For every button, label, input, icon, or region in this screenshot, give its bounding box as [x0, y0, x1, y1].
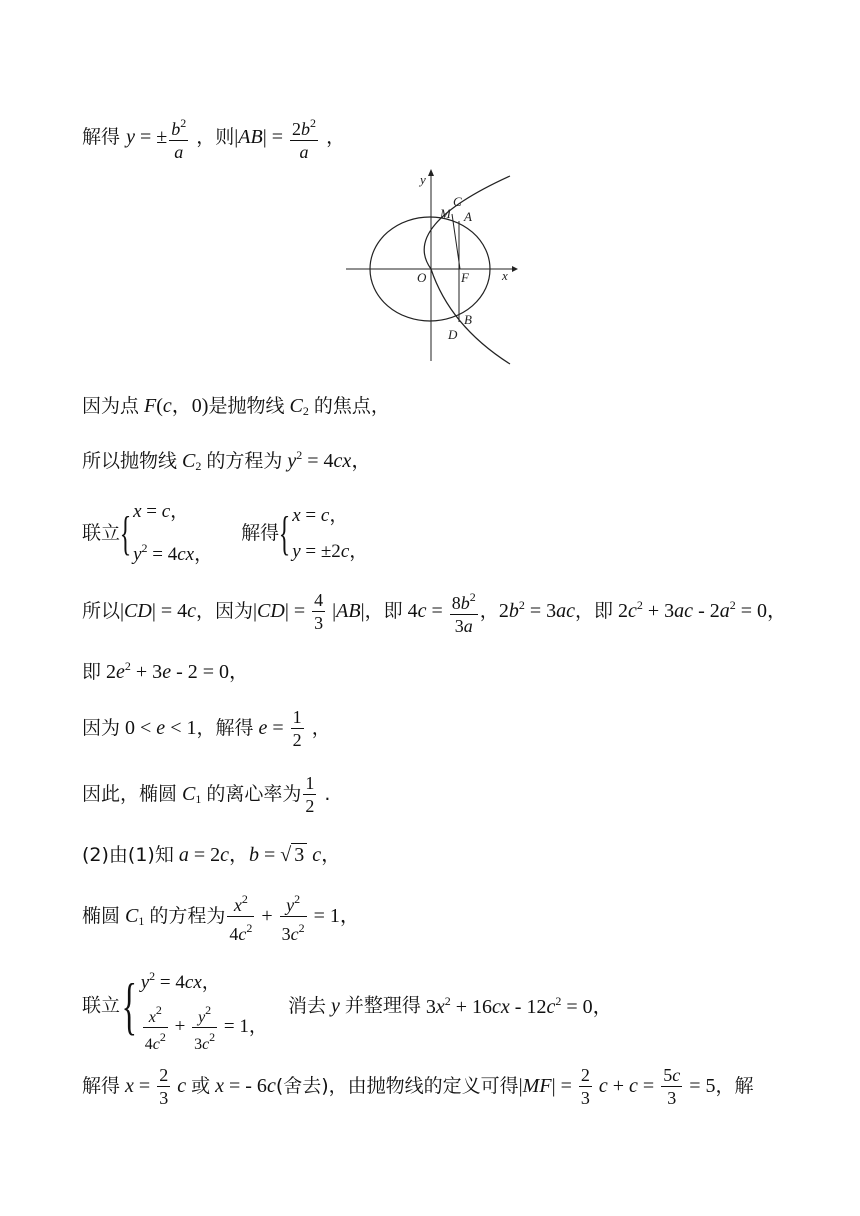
text: 因为	[82, 717, 121, 739]
text: 联立	[82, 522, 121, 544]
text: (2)由(1)知	[82, 844, 174, 866]
math-expr: c	[172, 1075, 192, 1097]
text: 是抛物线	[208, 395, 285, 417]
brace: {	[119, 506, 132, 560]
math-expr: $2e^2 + 3e - 2 = 0$，	[101, 659, 250, 683]
line-7	[82, 706, 331, 751]
text: 或	[191, 1075, 211, 1097]
text: 解得	[82, 126, 121, 148]
equation-system: x = c， y = ±2c，	[292, 504, 369, 562]
text: 椭圆	[82, 905, 121, 927]
math-expr: |AB| =	[234, 126, 289, 148]
text: 的焦点，	[313, 395, 390, 417]
math-expr: $C_2$	[182, 450, 202, 473]
fraction: $\frac{1}{2}$	[292, 707, 302, 750]
fraction: $\frac{1}{2}$	[305, 773, 315, 816]
fraction: $\frac{8b^2}{3a}$	[450, 586, 478, 637]
fraction: $\frac{y^2}{3c^2}$	[280, 888, 307, 945]
equation-system: x = c， $y^2 = 4cx$，	[133, 501, 214, 565]
text: 解得	[241, 522, 280, 544]
axis-label-y: y	[420, 172, 426, 187]
text: 的离心率为	[206, 783, 302, 805]
line-10	[82, 888, 360, 945]
line-11	[82, 958, 613, 1054]
ellipse-parabola-figure	[340, 166, 520, 366]
math-expr: x = - 6c	[215, 1075, 276, 1097]
fraction: $\frac{b^2}{a}$	[169, 112, 188, 163]
line-6	[82, 660, 249, 682]
text: 消去	[287, 994, 326, 1017]
text: 联立	[82, 994, 121, 1017]
line-8	[82, 772, 330, 817]
point-label-b: B	[464, 312, 472, 327]
line-3	[82, 449, 371, 472]
math-expr: y	[325, 995, 345, 1017]
math-expr: a = 2c，b = √ 3 c，	[178, 844, 342, 866]
math-expr: |CD| =	[253, 600, 311, 622]
math-expr: +	[256, 905, 278, 927]
text: (舍去)，由抛物线的定义可得	[275, 1075, 519, 1097]
fraction: $\frac{2}{3}$	[159, 1065, 169, 1108]
text: 因为点	[82, 395, 140, 417]
point-label-a: A	[464, 209, 472, 224]
text: 的方程为	[206, 450, 283, 472]
text: 所以	[82, 600, 121, 622]
text: 即	[82, 661, 102, 683]
fraction: $\frac{x^2}{4c^2}$	[144, 1003, 166, 1053]
text: ，即	[574, 600, 613, 622]
math-expr: 0 < e < 1	[120, 717, 197, 739]
math-expr: |MF| =	[518, 1075, 577, 1097]
text: ，	[479, 600, 499, 622]
text: ，则	[196, 126, 235, 148]
point-label-m: M	[440, 206, 451, 221]
text: ，	[326, 126, 346, 148]
text: 所以抛物线	[82, 450, 178, 472]
math-expr: $3x^2 + 16cx - 12c^2 = 0$，	[420, 994, 613, 1018]
math-expr: $y^2 = 4cx$，	[287, 448, 372, 472]
fraction: $\frac{4}{3}$	[314, 590, 324, 633]
math-expr: x =	[125, 1075, 156, 1097]
math-expr: e =	[258, 717, 289, 739]
text: 因此，椭圆	[82, 783, 178, 805]
line-9	[82, 845, 341, 865]
fraction: $\frac{5c}{3}$	[663, 1065, 681, 1108]
math-expr: c + c =	[598, 1075, 660, 1097]
brace: {	[278, 506, 291, 560]
text: 的方程为	[149, 905, 226, 927]
math-expr: |CD| = 4c	[120, 600, 197, 622]
math-expr: |AB|	[327, 600, 365, 622]
text: ，即	[364, 600, 403, 622]
fraction: $\frac{2}{3}$	[580, 1065, 590, 1108]
math-expr: 4c =	[402, 600, 448, 622]
math-expr: $C_2$	[289, 395, 309, 418]
line-1	[82, 112, 345, 163]
text: 解得	[82, 1075, 121, 1097]
point-label-c: C	[453, 194, 462, 209]
point-label-d: D	[448, 327, 458, 342]
math-expr: $2b^2 = 3ac$	[498, 598, 575, 622]
math-expr: = 1，	[308, 905, 360, 927]
equation-system: $y^2 = 4cx$， $\frac{x^2}{4c^2}$ + $\frac{y^2}{3c^2}$ = 1，	[140, 969, 268, 1053]
fraction: $\frac{x^2}{4c^2}$	[227, 888, 254, 945]
text: 并整理得	[344, 994, 421, 1017]
math-expr: F(c，0)	[144, 395, 209, 417]
point-label-f: F	[461, 270, 469, 285]
text: ，解得	[196, 717, 254, 739]
line-4	[82, 494, 368, 573]
math-expr: $C_1$	[125, 905, 145, 928]
math-expr: $2c^2 + 3ac - 2a^2 = 0$，	[613, 598, 788, 622]
text: .	[324, 783, 331, 805]
point-label-o: O	[417, 270, 427, 285]
fraction: $\frac{2b^2}{a}$	[290, 112, 318, 163]
math-expr: y = ±	[126, 126, 168, 148]
axis-label-x: x	[502, 268, 508, 283]
text: ，	[311, 717, 331, 739]
text: ，解	[715, 1075, 754, 1097]
fraction: $\frac{y^2}{3c^2}$	[194, 1003, 216, 1053]
line-5	[82, 586, 787, 637]
text: ，因为	[196, 600, 254, 622]
line-12	[82, 1064, 754, 1109]
math-expr: = 5	[684, 1075, 716, 1097]
line-2	[82, 396, 390, 417]
math-expr: $C_1$	[182, 783, 202, 806]
brace: {	[121, 970, 138, 1041]
